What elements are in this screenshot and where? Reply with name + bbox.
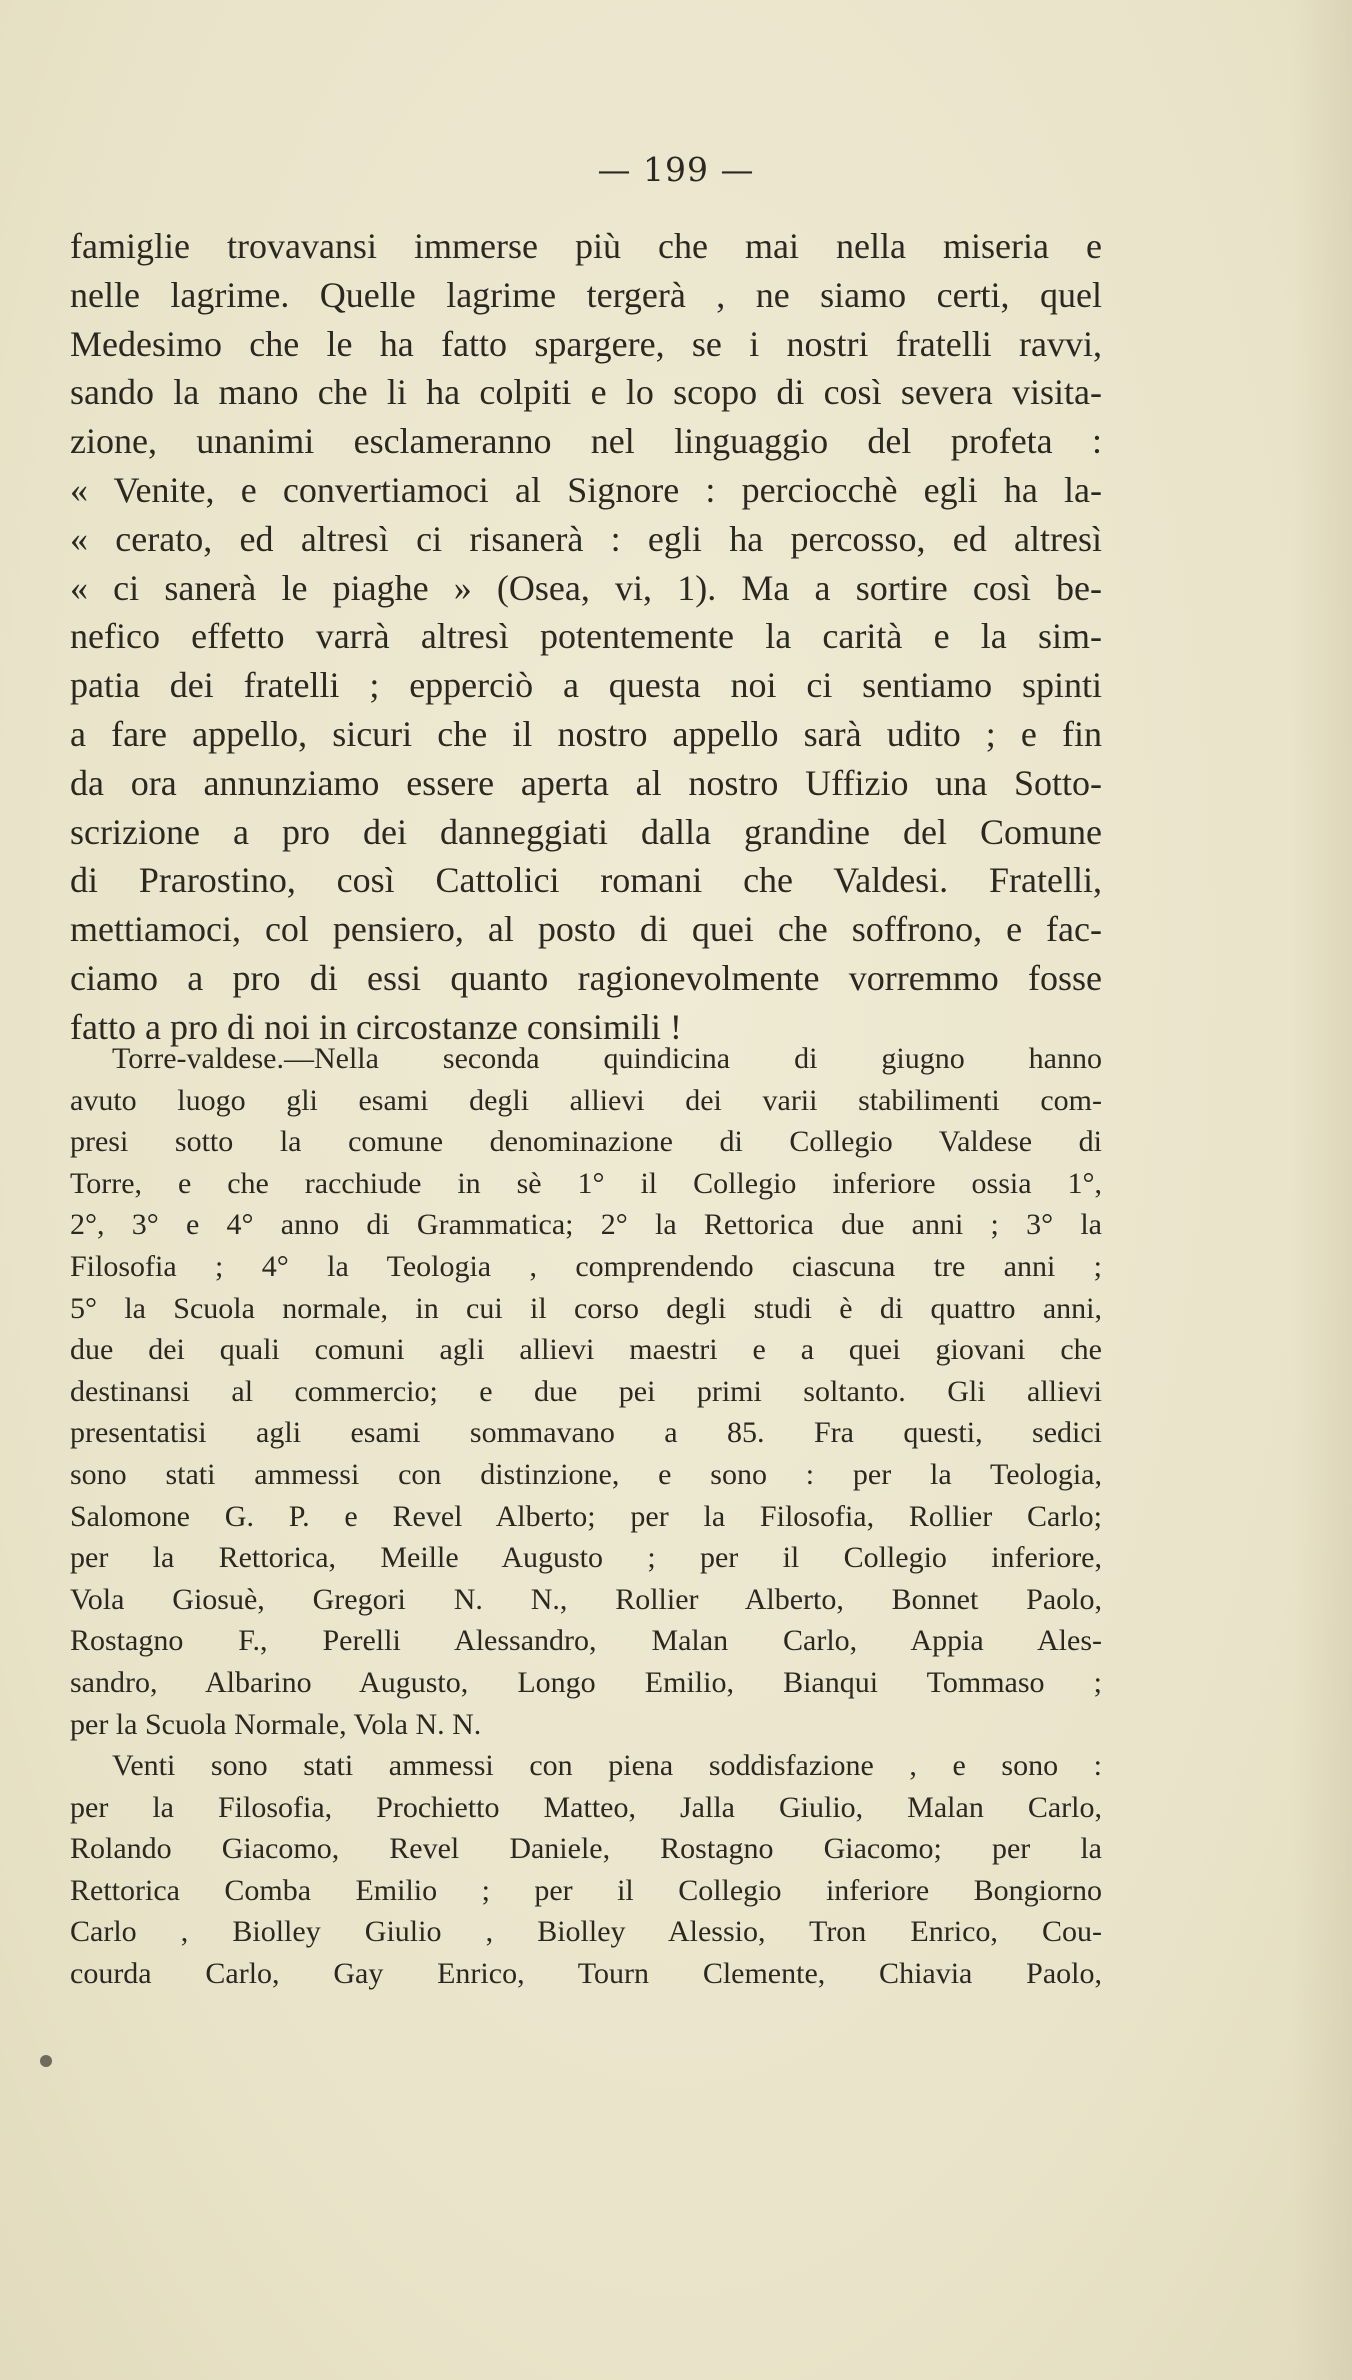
text-line: 5° la Scuola normale, in cui il corso degli studi è di quattro anni, (70, 1291, 1102, 1325)
text-line: ciamo a pro di essi quanto ragionevolmente vorremmo fosse (70, 957, 1102, 998)
text-line: Rostagno F., Perelli Alessandro, Malan Carlo, Appia Ales- (70, 1624, 1102, 1658)
ink-spot (40, 2055, 52, 2067)
text-line: Filosofia ; 4° la Teologia , comprendendo ciascuna tre anni ; (70, 1249, 1102, 1283)
page-fold-shadow (1292, 0, 1352, 2380)
text-line: per la Filosofia, Prochietto Matteo, Jalla Giulio, Malan Carlo, (70, 1790, 1102, 1824)
text-line: Torre-valdese.—Nella seconda quindicina di giugno hanno (112, 1042, 1102, 1075)
text-line: sono stati ammessi con distinzione, e sono : per la Teologia, (70, 1457, 1102, 1491)
text-line: Vola Giosuè, Gregori N. N., Rollier Alberto, Bonnet Paolo, (70, 1582, 1102, 1616)
text-line: sando la mano che li ha colpiti e lo scopo di così severa visita- (70, 372, 1102, 413)
text-line: famiglie trovavansi immerse più che mai nella miseria e (70, 226, 1102, 266)
text-line: per la Scuola Normale, Vola N. N. (70, 1707, 482, 1741)
text-line: destinansi al commercio; e due pei primi soltanto. Gli allievi (70, 1374, 1102, 1408)
text-line: mettiamoci, col pensiero, al posto di quei che soffrono, e fac- (70, 909, 1102, 950)
text-line: « cerato, ed altresì ci risanerà : egli ha percosso, ed altresì (70, 518, 1102, 559)
text-line: a fare appello, sicuri che il nostro appello sarà udito ; e fin (70, 713, 1102, 754)
text-line: Venti sono stati ammessi con piena soddisfazione , e sono : (112, 1749, 1102, 1783)
text-line: scrizione a pro dei danneggiati dalla grandine del Comune (70, 811, 1102, 852)
text-line: sandro, Albarino Augusto, Longo Emilio, Bianqui Tommaso ; (70, 1665, 1102, 1699)
text-line: di Prarostino, così Cattolici romani che Valdesi. Fratelli, (70, 860, 1102, 901)
text-line: da ora annunziamo essere aperta al nostro Uffizio una Sotto- (70, 762, 1102, 803)
paragraph-prarostino-appeal (70, 222, 1102, 1052)
text-line: Medesimo che le ha fatto spargere, se i nostri fratelli ravvi, (70, 323, 1102, 364)
text-line: nelle lagrime. Quelle lagrime tergerà , ne siamo certi, quel (70, 274, 1102, 315)
text-line: fatto a pro di noi in circostanze consimili ! (70, 1006, 682, 1047)
text-line: Salomone G. P. e Revel Alberto; per la Filosofia, Rollier Carlo; (70, 1499, 1102, 1533)
text-line: Carlo , Biolley Giulio , Biolley Alessio, Tron Enrico, Cou- (70, 1915, 1102, 1949)
page-number: — 199 — (597, 150, 755, 189)
text-line: Rettorica Comba Emilio ; per il Collegio inferiore Bongiorno (70, 1873, 1102, 1907)
text-line: zione, unanimi esclameranno nel linguaggio del profeta : (70, 421, 1102, 462)
text-line: Rolando Giacomo, Revel Daniele, Rostagno Giacomo; per la (70, 1832, 1102, 1866)
text-line: « Venite, e convertiamoci al Signore : perciocchè egli ha la- (70, 469, 1102, 510)
text-line: courda Carlo, Gay Enrico, Tourn Clemente, Chiavia Paolo, (70, 1957, 1102, 1991)
text-line: nefico effetto varrà altresì potentemente la carità e la sim- (70, 616, 1102, 657)
text-line: presi sotto la comune denominazione di Collegio Valdese di (70, 1125, 1102, 1159)
text-line: avuto luogo gli esami degli allievi dei varii stabilimenti com- (70, 1083, 1102, 1117)
text-line: « ci sanerà le piaghe » (Osea, vi, 1). Ma a sortire così be- (70, 567, 1102, 608)
text-line: patia dei fratelli ; epperciò a questa noi ci sentiamo spinti (70, 665, 1102, 706)
text-line: Torre, e che racchiude in sè 1° il Collegio inferiore ossia 1°, (70, 1166, 1102, 1200)
text-line: presentatisi agli esami sommavano a 85. Fra questi, sedici (70, 1416, 1102, 1450)
text-line: per la Rettorica, Meille Augusto ; per il Collegio inferiore, (70, 1541, 1102, 1575)
news-section-torre-valdese (70, 1038, 1102, 1995)
text-line: 2°, 3° e 4° anno di Grammatica; 2° la Rettorica due anni ; 3° la (70, 1208, 1102, 1242)
text-line: due dei quali comuni agli allievi maestri e a quei giovani che (70, 1333, 1102, 1367)
